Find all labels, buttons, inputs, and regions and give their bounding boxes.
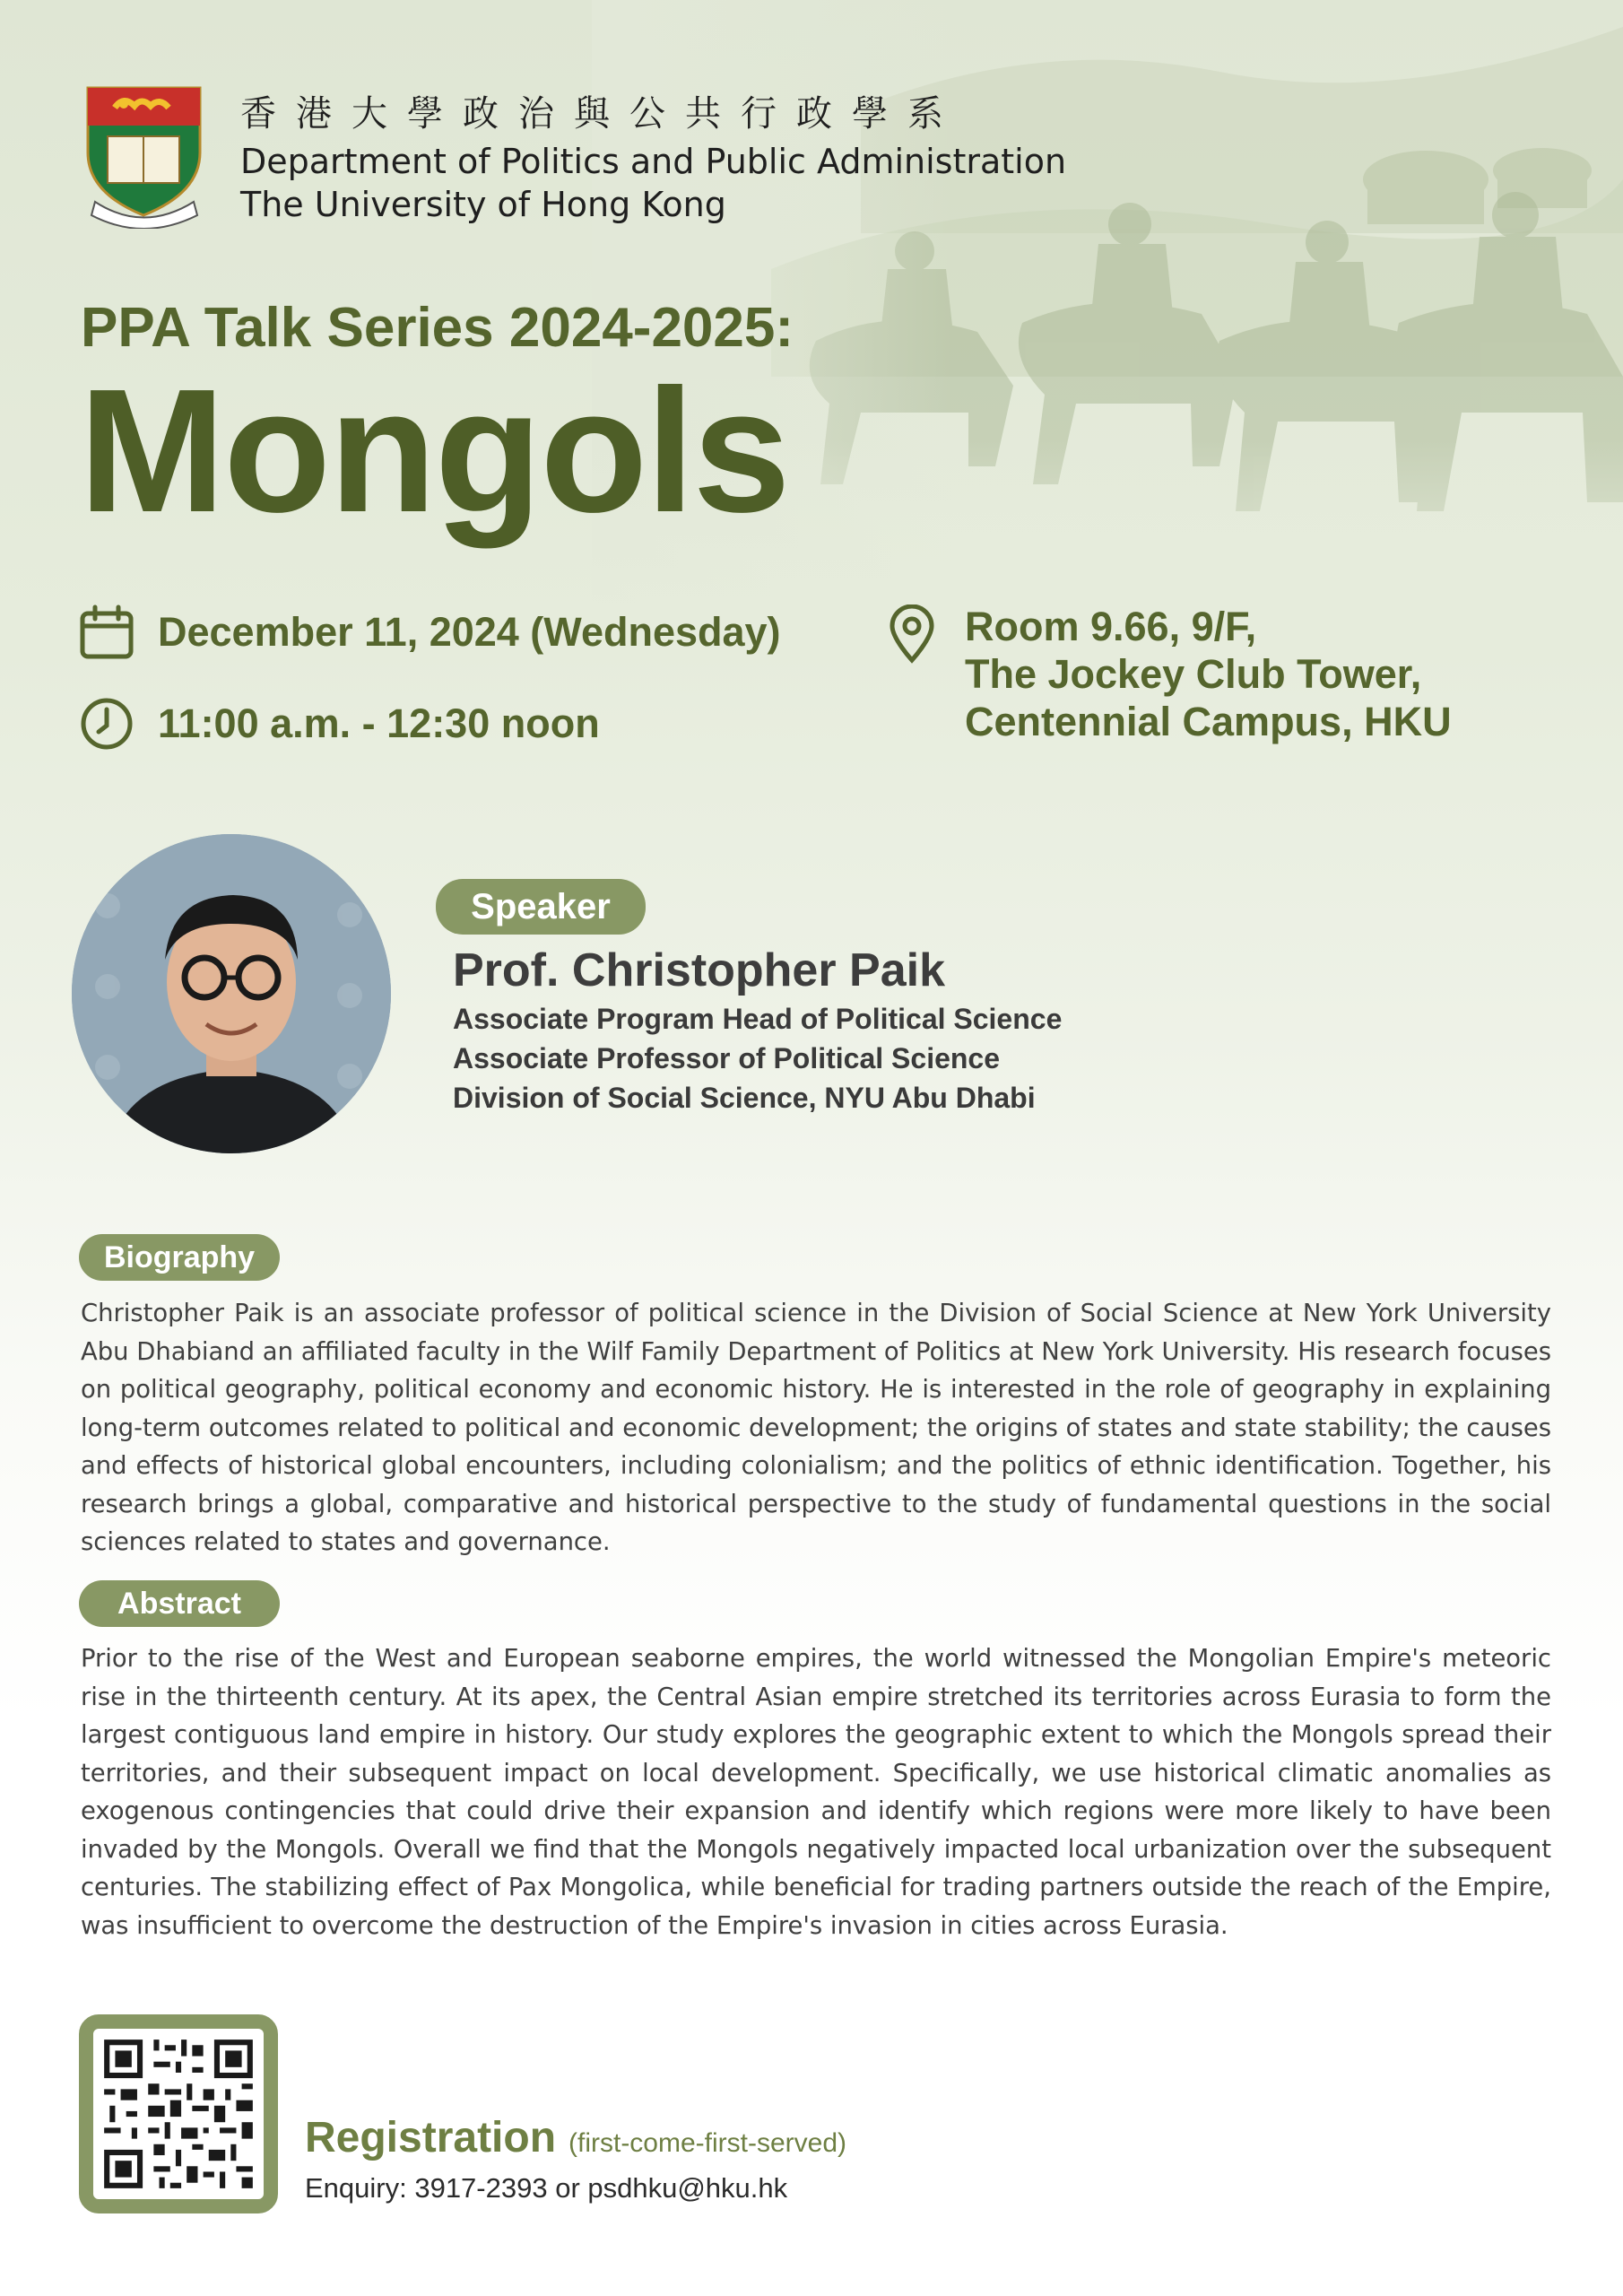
location-pin-icon (888, 604, 936, 664)
speaker-role: Associate Professor of Political Science (453, 1042, 1001, 1074)
registration-title[interactable]: Registration (305, 2114, 557, 2161)
talk-series-heading: PPA Talk Series 2024-2025: (81, 297, 794, 359)
speaker-label: Speaker (436, 879, 646, 935)
qr-code-icon (99, 2034, 258, 2194)
hku-crest-logo (79, 81, 209, 229)
enquiry-contact: Enquiry: 3917-2393 or psdhku@hku.hk (305, 2172, 788, 2204)
event-date (79, 604, 781, 660)
event-date-text: December 11, 2024 (Wednesday) (158, 609, 781, 655)
event-location (888, 603, 1452, 745)
abstract-label: Abstract (79, 1580, 280, 1627)
department-chinese-name: 香港大學政治與公共行政學系 (240, 93, 963, 135)
department-heading (240, 91, 1137, 226)
location-line: The Jockey Club Tower, (965, 651, 1422, 697)
header (79, 81, 1067, 229)
location-line: Centennial Campus, HKU (965, 699, 1452, 744)
location-line: Room 9.66, 9/F, (965, 604, 1257, 649)
event-time-text: 11:00 a.m. - 12:30 noon (158, 700, 600, 746)
talk-title: Mongols (79, 352, 789, 549)
registration-note: (first-come-first-served) (568, 2128, 847, 2158)
clock-icon (79, 696, 135, 752)
registration-qr-code[interactable] (79, 2014, 278, 2213)
speaker-photo (72, 834, 391, 1153)
event-location-text (965, 603, 1452, 745)
biography-text: Christopher Paik is an associate professor of political science in the Division of Social Science at New York University Abu Dhabiand an affiliated faculty in the Wilf Family Department of Politics at New York University. His research focuses on political geography, political economy and economic history. He is interested in the role of geography in explaining long-term outcomes related to political and economic development; the origins of states and state stability; the causes and effects of historical global encounters, including colonialism; and the politics of ethnic identification. Together, his research brings a global, comparative and historical perspective to the study of fundamental questions in the social sciences related to states and governance. (81, 1300, 1551, 1556)
event-time (79, 696, 600, 752)
calendar-icon (79, 604, 135, 660)
abstract-text: Prior to the rise of the West and European seaborne empires, the world witnessed the Mongolian Empire's meteoric rise in the thirteenth century. At its apex, the Central Asian empire stretched its territories across Eurasia to form the largest contiguous land empire in history. Our study explores the geographic extent to which the Mongols spread their territories, and their subsequent impact on local development. Specifically, we use historical climatic anomalies as exogenous contingencies that could drive their expansion and identify which regions were more likely to have been invaded by the Mongols. Overall we find that the Mongols negatively impacted local urbanization over the subsequent centuries. The stabilizing effect of Pax Mongolica, while beneficial for trading partners outside the reach of the Empire, was insufficient to overcome the destruction of the Empire's invasion in cities across Eurasia. (81, 1645, 1551, 1940)
speaker-affiliation: Division of Social Science, NYU Abu Dhabi (453, 1082, 1036, 1114)
speaker-name: Prof. Christopher Paik (453, 944, 945, 996)
university-name: The University of Hong Kong (240, 185, 726, 224)
department-english-name: Department of Politics and Public Administration (240, 142, 1067, 181)
biography-label: Biography (79, 1234, 280, 1281)
speaker-role: Associate Program Head of Political Science (453, 1003, 1063, 1035)
